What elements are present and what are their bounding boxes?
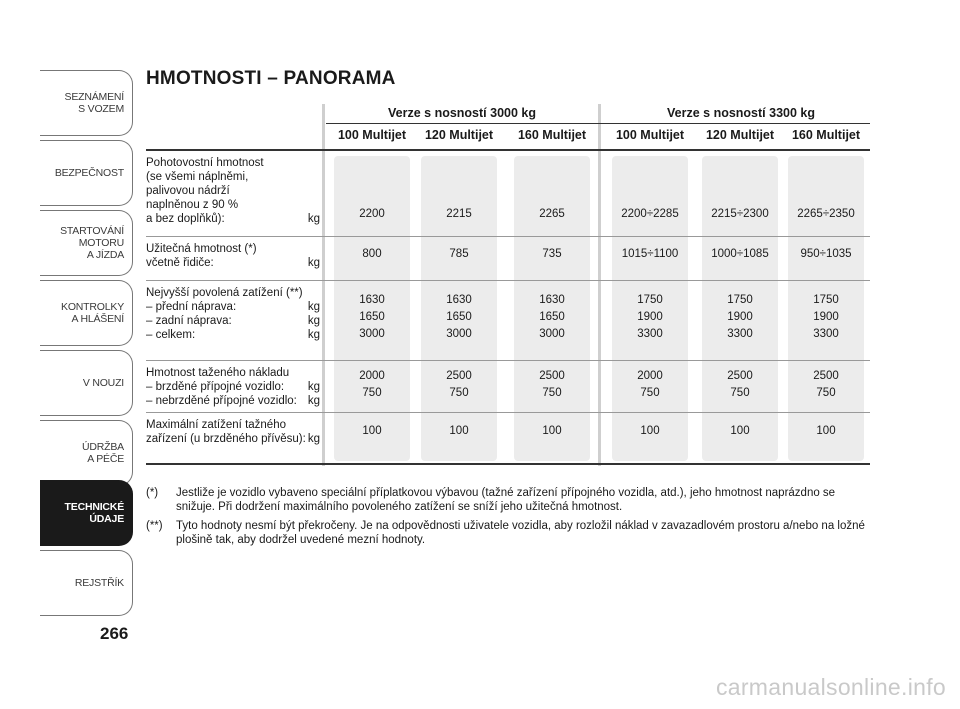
table-cell-value: 785: [449, 248, 469, 260]
table-cell-value: 1630: [539, 294, 565, 306]
row-label-unit: kg: [307, 395, 320, 407]
page-number: 266: [100, 624, 129, 643]
row-label-text: zařízení (u brzděného přívěsu):: [146, 433, 306, 445]
table-cell-value: 1015÷1100: [621, 248, 679, 260]
chapter-tab-label: A PÉČE: [87, 453, 124, 465]
row-label-text: Pohotovostní hmotnost: [146, 157, 264, 169]
table-cell-value: 750: [640, 387, 660, 399]
table-cell-value: 750: [542, 387, 562, 399]
table-cell-value: 1900: [637, 311, 663, 323]
footnote-mark: (**): [146, 520, 163, 532]
chapter-tab[interactable]: [40, 210, 133, 276]
table-cell-value: 2265: [539, 208, 565, 220]
table-cell-value: 100: [816, 425, 836, 437]
row-label-text: palivovou nádrží: [146, 185, 230, 197]
chapter-tab-label: SEZNÁMENÍ: [64, 91, 124, 103]
row-label: [146, 418, 320, 446]
row-label: [146, 242, 320, 270]
chapter-tab-label: ÚDAJE: [89, 513, 124, 525]
table-cell-value: 750: [449, 387, 469, 399]
row-label-line: [146, 184, 320, 198]
row-label-unit: kg: [307, 315, 320, 327]
column-header: 120 Multijet: [424, 128, 494, 142]
row-label-line: [146, 328, 320, 342]
footnote: [146, 519, 866, 547]
table-cell-value: 1630: [359, 294, 385, 306]
table-cell-value: 2265÷2350: [797, 208, 855, 220]
weights-table: [146, 104, 870, 466]
row-label-text: včetně řidiče:: [146, 257, 214, 269]
table-cell-value: 100: [730, 425, 750, 437]
column-header: 100 Multijet: [615, 128, 685, 142]
table-cell-value: 750: [816, 387, 836, 399]
row-label-text: Užitečná hmotnost (*): [146, 243, 257, 255]
row-label-text: a bez doplňků):: [146, 213, 225, 225]
chapter-tab[interactable]: [40, 140, 133, 206]
row-label-line: [146, 156, 320, 170]
group-header: Verze s nosností 3000 kg: [388, 106, 536, 120]
table-cell-value: 1650: [539, 311, 565, 323]
table-cell-value: 800: [362, 248, 382, 260]
row-label-text: naplněnou z 90 %: [146, 199, 239, 211]
table-cell-value: 3300: [727, 328, 753, 340]
table-cell-value: 1900: [813, 311, 839, 323]
column-header: 100 Multijet: [337, 128, 407, 142]
table-cell-value: 100: [449, 425, 469, 437]
table-cell-value: 3000: [446, 328, 472, 340]
chapter-tab[interactable]: [40, 550, 133, 616]
chapter-tab[interactable]: [40, 420, 133, 486]
column-header: 120 Multijet: [705, 128, 775, 142]
row-label-text: (se všemi náplněmi,: [146, 171, 249, 183]
table-cell-value: 100: [362, 425, 382, 437]
table-cell-value: 2500: [727, 370, 753, 382]
table-cell-value: 3000: [359, 328, 385, 340]
row-label-line: [146, 286, 320, 300]
chapter-tab[interactable]: [40, 70, 133, 136]
chapter-tab-label: MOTORU: [78, 237, 124, 249]
row-label-line: [146, 394, 320, 408]
table-cell-value: 1750: [637, 294, 663, 306]
table-cell-value: 1750: [813, 294, 839, 306]
table-cell-value: 2000: [637, 370, 663, 382]
table-cell-value: 100: [542, 425, 562, 437]
row-label-text: – přední náprava:: [146, 301, 237, 313]
row-label-line: [146, 432, 320, 446]
table-cell-value: 1750: [727, 294, 753, 306]
chapter-tab-label: S VOZEM: [78, 103, 124, 115]
table-cell-value: 750: [730, 387, 750, 399]
chapter-tab-label: KONTROLKY: [61, 301, 124, 313]
row-label-text: – nebrzděné přípojné vozidlo:: [146, 395, 297, 407]
row-label-unit: kg: [307, 433, 320, 445]
row-label-line: [146, 170, 320, 184]
group-header-rule: [326, 123, 870, 124]
table-cell-value: 2215: [446, 208, 472, 220]
row-label: [146, 366, 320, 408]
row-label-line: [146, 314, 320, 328]
chapter-tab[interactable]: [40, 480, 133, 546]
footnotes: [146, 486, 866, 552]
chapter-tab-label: A JÍZDA: [86, 249, 124, 261]
table-cell-value: 1000÷1085: [711, 248, 769, 260]
row-label-line: [146, 300, 320, 314]
chapter-tab-label: ÚDRŽBA: [82, 441, 124, 453]
footnote-text: Tyto hodnoty nesmí být překročeny. Je na odpovědnosti uživatele vozidla, aby rozložil náklad v zavazadlovém prostoru a/nebo na ložné plošině tak, aby dodržel uvedené mezní hodnoty.: [176, 520, 865, 546]
chapter-tab-label: REJSTŘÍK: [74, 577, 124, 589]
row-label-line: [146, 418, 320, 432]
column-header: 160 Multijet: [791, 128, 861, 142]
row-label-text: – celkem:: [146, 329, 196, 341]
table-bottom-rule: [146, 463, 870, 465]
table-cell-value: 2500: [539, 370, 565, 382]
chapter-tab-label: BEZPEČNOST: [54, 167, 124, 179]
table-cell-value: 1650: [359, 311, 385, 323]
table-cell-value: 2500: [446, 370, 472, 382]
table-cell-value: 2215÷2300: [711, 208, 769, 220]
table-cell-value: 2200: [359, 208, 385, 220]
table-cell-value: 750: [362, 387, 382, 399]
table-cell-value: 2000: [359, 370, 385, 382]
row-label-line: [146, 212, 320, 226]
header-rule: [146, 149, 870, 151]
chapter-tab[interactable]: [40, 350, 133, 416]
watermark: carmanualsonline.info: [715, 674, 946, 700]
row-label-line: [146, 366, 320, 380]
chapter-tab[interactable]: [40, 280, 133, 346]
table-cell-value: 950÷1035: [800, 248, 852, 260]
row-label-unit: kg: [307, 257, 320, 269]
row-label-line: [146, 256, 320, 270]
table-cell-value: 1900: [727, 311, 753, 323]
row-separator: [146, 360, 870, 361]
table-cell-value: 1650: [446, 311, 472, 323]
table-cell-value: 3300: [813, 328, 839, 340]
table-cell-value: 735: [542, 248, 562, 260]
row-label-text: – brzděné přípojné vozidlo:: [146, 381, 285, 393]
chapter-tab-label: A HLÁŠENÍ: [71, 313, 124, 325]
row-label-text: – zadní náprava:: [146, 315, 232, 327]
group-header: Verze s nosností 3300 kg: [667, 106, 815, 120]
row-label-unit: kg: [307, 301, 320, 313]
row-label-line: [146, 380, 320, 394]
row-label-line: [146, 242, 320, 256]
row-label-unit: kg: [307, 381, 320, 393]
chapter-tab-label: TECHNICKÉ: [64, 501, 124, 513]
row-separator: [146, 412, 870, 413]
chapter-tab-label: V NOUZI: [82, 377, 124, 389]
row-label-text: Maximální zatížení tažného: [146, 419, 286, 431]
row-label: [146, 156, 320, 226]
table-cell-value: 1630: [446, 294, 472, 306]
row-separator: [146, 236, 870, 237]
chapter-tab-label: STARTOVÁNÍ: [60, 225, 124, 237]
row-label-text: Hmotnost taženého nákladu: [146, 367, 290, 379]
page-title: HMOTNOSTI – PANORAMA: [146, 68, 396, 89]
footnote-text: Jestliže je vozidlo vybaveno speciální příplatkovou výbavou (tažné zařízení přípojného vozidla, atd.), jeho hmotnost naprázdno se snižuje. Při dodržení maximálního povoleného zatížení se sníží jeho užitečná hmotnost.: [176, 487, 836, 513]
row-separator: [146, 280, 870, 281]
table-cell-value: 3000: [539, 328, 565, 340]
row-label-text: Nejvyšší povolená zatížení (**): [146, 287, 303, 299]
row-label-unit: kg: [307, 329, 320, 341]
row-label-unit: kg: [307, 213, 320, 225]
footnote-mark: (*): [146, 487, 159, 499]
row-label: [146, 286, 320, 342]
row-label-line: [146, 198, 320, 212]
column-header: 160 Multijet: [517, 128, 587, 142]
table-cell-value: 2200÷2285: [621, 208, 679, 220]
table-cell-value: 3300: [637, 328, 663, 340]
table-cell-value: 100: [640, 425, 660, 437]
table-cell-value: 2500: [813, 370, 839, 382]
footnote: [146, 486, 866, 514]
